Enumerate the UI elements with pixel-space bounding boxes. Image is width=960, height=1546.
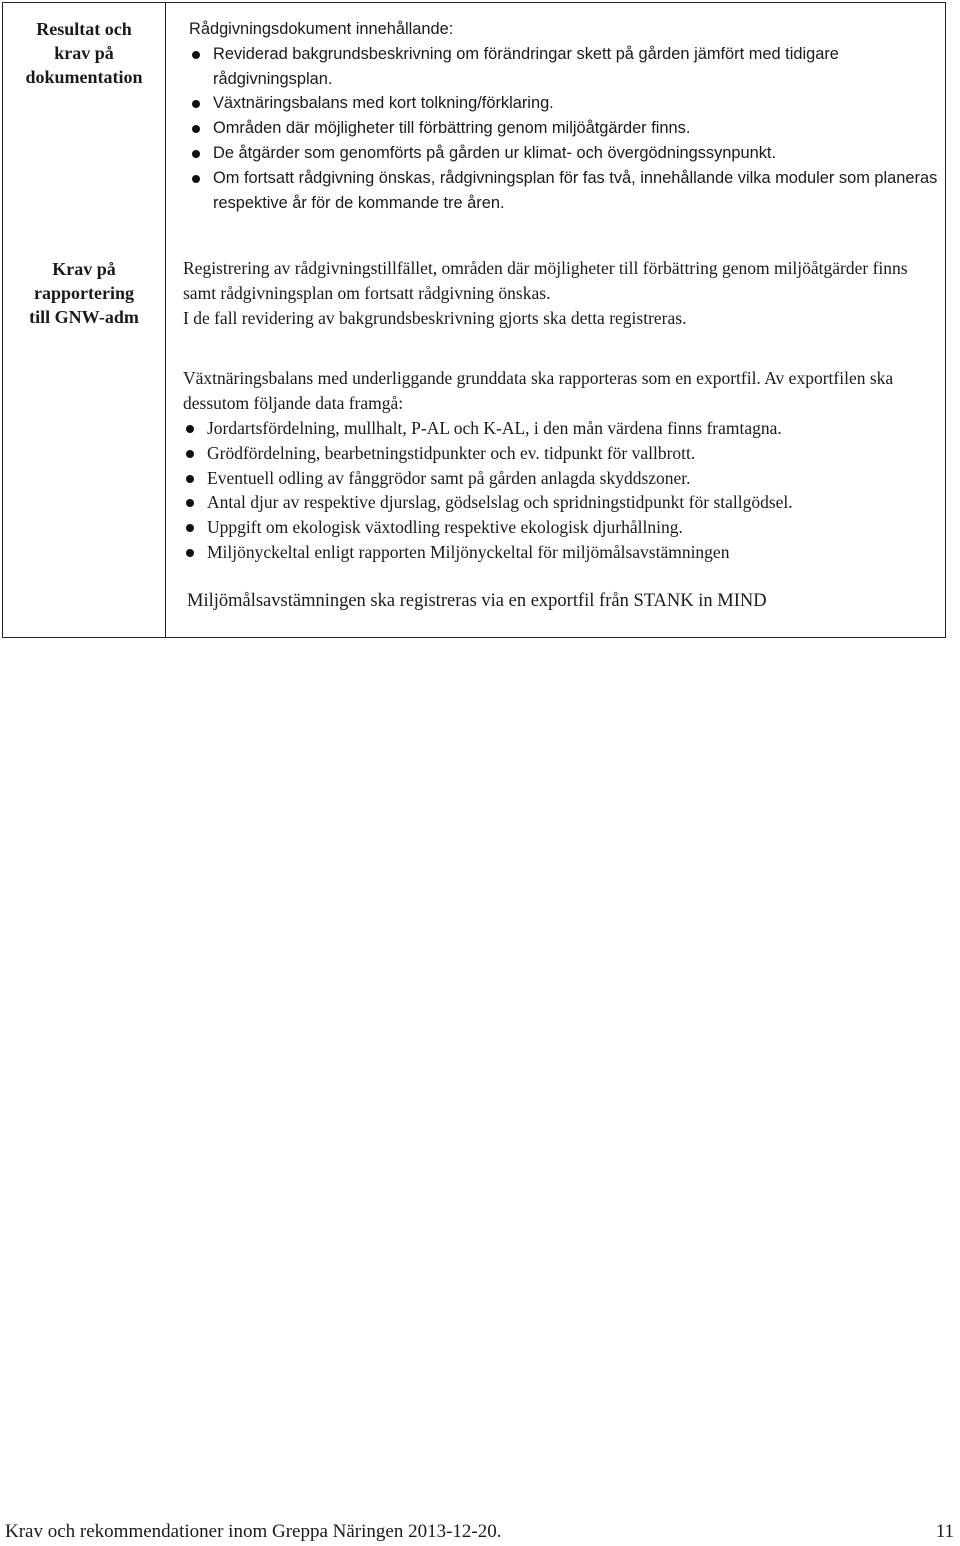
- bullet-icon: [186, 524, 194, 532]
- documentation-list: [189, 42, 945, 216]
- reporting-paragraph: Växtnäringsbalans med underliggande grunddata ska rapporteras som en exportfil. Av exportfilen ska dessutom följande data framgå:: [183, 368, 894, 414]
- list-item: Miljönyckeltal enligt rapporten Miljönyckeltal för miljömålsavstämningen: [183, 540, 939, 565]
- bullet-icon: [186, 425, 194, 433]
- page-number: 11: [935, 1521, 954, 1542]
- list-item: Uppgift om ekologisk växtodling respektive ekologisk djurhållning.: [183, 515, 939, 540]
- footer-text: Krav och rekommendationer inom Greppa Näringen 2013-12-20.: [5, 1521, 502, 1542]
- list-item: Områden där möjligheter till förbättring genom miljöåtgärder finns.: [189, 116, 945, 141]
- reporting-paragraph: Registrering av rådgivningstillfället, områden där möjligheter till förbättring genom miljöåtgärder finns samt rådgivningsplan om fortsatt rådgivning önskas.: [183, 258, 908, 303]
- bullet-icon: [186, 450, 194, 458]
- bullet-icon: [186, 549, 194, 557]
- row-label-line: Resultat och: [36, 19, 132, 39]
- requirements-table: [2, 2, 946, 638]
- bullet-icon: [186, 499, 194, 507]
- reporting-list: [183, 416, 939, 565]
- row-label-line: till GNW-adm: [29, 307, 139, 327]
- row-content-documentation: [189, 17, 945, 215]
- list-item: Eventuell odling av fånggrödor samt på gården anlagda skyddszoner.: [183, 466, 939, 491]
- bullet-icon: [192, 100, 200, 108]
- list-item: De åtgärder som genomförts på gården ur klimat- och övergödningssynpunkt.: [189, 141, 945, 166]
- bullet-icon: [192, 175, 200, 183]
- bullet-icon: [192, 125, 200, 133]
- row-label-line: Krav på: [52, 259, 116, 279]
- reporting-paragraph: I de fall revidering av bakgrundsbeskrivning gjorts ska detta registreras.: [183, 307, 687, 328]
- list-item: Reviderad bakgrundsbeskrivning om förändringar skett på gården jämfört med tidigare rådgivningsplan.: [189, 42, 945, 92]
- list-item: Grödfördelning, bearbetningstidpunkter och ev. tidpunkt för vallbrott.: [183, 441, 939, 466]
- bullet-icon: [192, 51, 200, 59]
- row-label-reporting: [3, 257, 165, 329]
- list-item: Om fortsatt rådgivning önskas, rådgivningsplan för fas två, innehållande vilka moduler som planeras respektive år för de kommande tre åren.: [189, 166, 945, 216]
- list-item: Jordartsfördelning, mullhalt, P-AL och K-AL, i den mån värdena finns framtagna.: [183, 416, 939, 441]
- row-label-documentation: [3, 17, 165, 89]
- row-label-line: rapportering: [34, 283, 134, 303]
- documentation-intro: Rådgivningsdokument innehållande:: [189, 20, 454, 38]
- page-footer: [5, 1520, 954, 1544]
- row-content-reporting: [183, 256, 939, 614]
- row-label-line: dokumentation: [25, 67, 143, 87]
- row-label-line: krav på: [54, 43, 114, 63]
- reporting-closing: Miljömålsavstämningen ska registreras via en exportfil från STANK in MIND: [187, 590, 767, 611]
- bullet-icon: [192, 150, 200, 158]
- list-item: Antal djur av respektive djurslag, gödselslag och spridningstidpunkt för stallgödsel.: [183, 490, 939, 515]
- column-divider: [165, 3, 166, 637]
- bullet-icon: [186, 475, 194, 483]
- list-item: Växtnäringsbalans med kort tolkning/förklaring.: [189, 91, 945, 116]
